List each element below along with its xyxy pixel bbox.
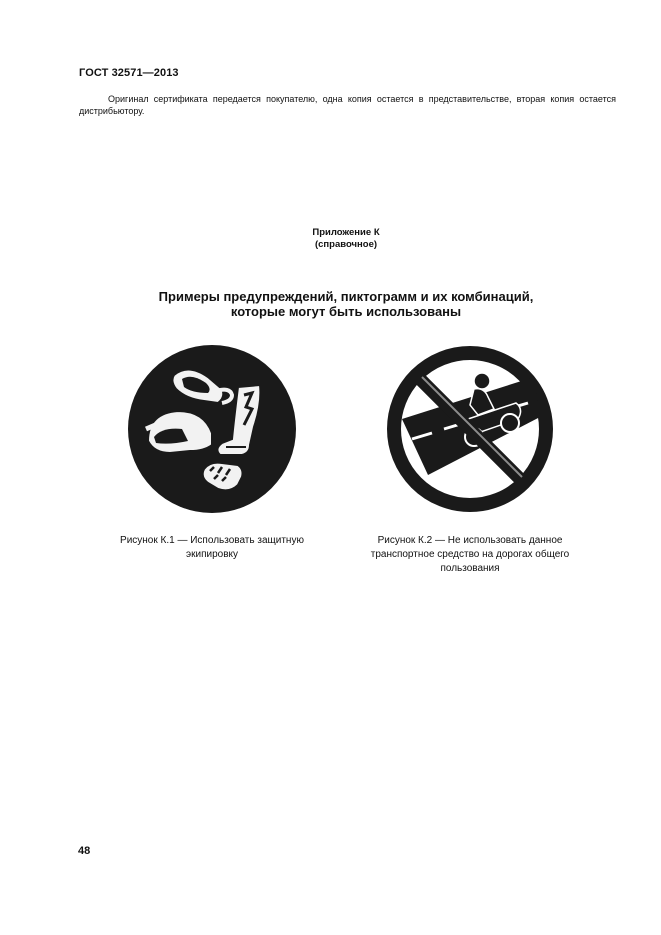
figure-k2-caption <box>345 534 595 576</box>
document-code: ГОСТ 32571—2013 <box>79 67 179 79</box>
section-title <box>0 289 661 319</box>
intro-paragraph: Оригинал сертификата передается покупателю, одна копия остается в представительстве, вторая копия остается дистрибьютору. <box>79 94 616 116</box>
appendix-heading <box>0 227 661 251</box>
figure-k2-caption-line-1: Рисунок К.2 — Не использовать данное <box>377 535 563 546</box>
figure-k2-caption-line-2: транспортное средство на дорогах общего <box>370 549 570 560</box>
figure-k1-caption-line-1: Рисунок К.1 — Использовать защитную <box>120 535 304 546</box>
section-title-line-1: Примеры предупреждений, пиктограмм и их комбинаций, <box>158 289 534 304</box>
figure-k1-caption <box>87 534 337 562</box>
protective-gear-icon <box>126 343 298 515</box>
no-road-vehicle-icon <box>384 343 556 515</box>
section-title-line-2: которые могут быть использованы <box>230 304 462 319</box>
figure-k1 <box>87 343 337 603</box>
figure-k2 <box>345 343 595 603</box>
page-number: 48 <box>78 845 91 857</box>
figure-k1-caption-line-2: экипировку <box>186 549 238 560</box>
figure-k2-caption-line-3: пользования <box>440 563 500 574</box>
appendix-title: Приложение К <box>312 227 380 238</box>
appendix-subtitle: (справочное) <box>314 239 378 250</box>
